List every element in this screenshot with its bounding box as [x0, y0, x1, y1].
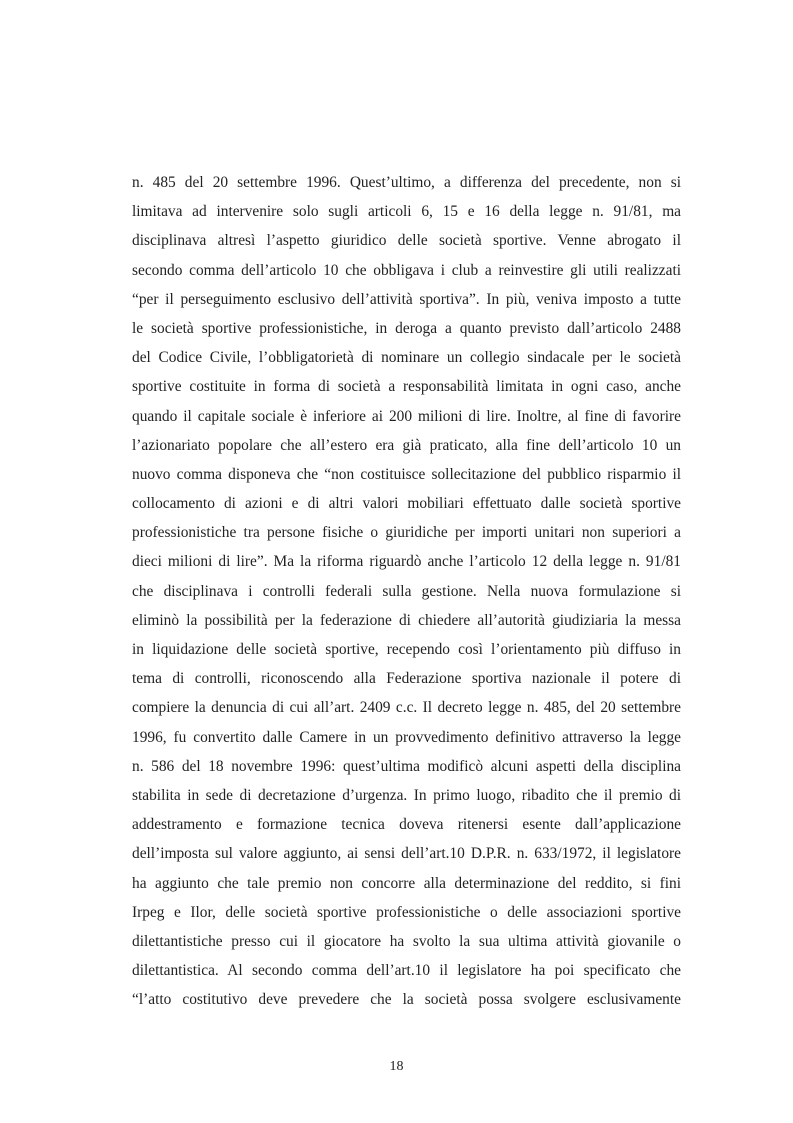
- text-line: in liquidazione delle società sportive, recependo così l’orientamento più diffuso in: [132, 641, 681, 658]
- text-line: dieci milioni di lire”. Ma la riforma riguardò anche l’articolo 12 della legge n. 91/81: [132, 553, 681, 571]
- text-line: addestramento e formazione tecnica doveva ritenersi esente dall’applicazione: [132, 816, 681, 834]
- text-line: professionistiche tra persone fisiche o giuridiche per importi unitari non superiori a: [132, 524, 681, 542]
- text-line: Irpeg e Ilor, delle società sportive professionistiche o delle associazioni sportive: [132, 903, 681, 921]
- text-line: n. 586 del 18 novembre 1996: quest’ultima modificò alcuni aspetti della disciplina: [132, 757, 681, 775]
- text-line: dell’imposta sul valore aggiunto, ai sensi dell’art.10 D.P.R. n. 633/1972, il legislatore: [132, 845, 681, 863]
- text-line: disciplinava altresì l’aspetto giuridico delle società sportive. Venne abrogato il: [132, 232, 681, 250]
- text-line: “per il perseguimento esclusivo dell’attività sportiva”. In più, veniva imposto a tutte: [132, 290, 681, 308]
- text-line: n. 485 del 20 settembre 1996. Quest’ultimo, a differenza del precedente, non si: [132, 174, 681, 191]
- text-line: quando il capitale sociale è inferiore ai 200 milioni di lire. Inoltre, al fine di favorire: [132, 407, 681, 425]
- text-line: sportive costituite in forma di società a responsabilità limitata in ogni caso, anche: [132, 378, 681, 396]
- text-line: “l’atto costitutivo deve prevedere che la società possa svolgere esclusivamente: [132, 991, 681, 1009]
- text-line: le società sportive professionistiche, in deroga a quanto previsto dall’articolo 2488: [132, 319, 681, 337]
- text-line: limitava ad intervenire solo sugli articoli 6, 15 e 16 della legge n. 91/81, ma: [132, 203, 681, 221]
- text-line: l’azionariato popolare che all’estero era già praticato, alla fine dell’articolo 10 un: [132, 436, 681, 454]
- text-line: tema di controlli, riconoscendo alla Federazione sportiva nazionale il potere di: [132, 670, 681, 688]
- text-line: che disciplinava i controlli federali sulla gestione. Nella nuova formulazione si: [132, 582, 681, 600]
- text-line: 1996, fu convertito dalle Camere in un provvedimento definitivo attraverso la legge: [132, 728, 681, 746]
- text-line: dilettantistica. Al secondo comma dell’art.10 il legislatore ha poi specificato che: [132, 962, 681, 980]
- text-line: eliminò la possibilità per la federazione di chiedere all’autorità giudiziaria la messa: [132, 611, 681, 629]
- page-number: 18: [389, 1059, 404, 1074]
- text-line: compiere la denuncia di cui all’art. 2409 c.c. Il decreto legge n. 485, del 20 settembre: [132, 699, 681, 717]
- text-line: collocamento di azioni e di altri valori mobiliari effettuato dalle società sportive: [132, 495, 681, 513]
- text-line: secondo comma dell’articolo 10 che obbligava i club a reinvestire gli utili realizzati: [132, 261, 681, 279]
- body-paragraph: [132, 168, 681, 1014]
- text-line: nuovo comma disponeva che “non costituisce sollecitazione del pubblico risparmio il: [132, 465, 681, 483]
- text-line: ha aggiunto che tale premio non concorre alla determinazione del reddito, si fini: [132, 874, 681, 892]
- text-line: stabilita in sede di decretazione d’urgenza. In primo luogo, ribadito che il premio di: [132, 786, 681, 804]
- text-line: del Codice Civile, l’obbligatorietà di nominare un collegio sindacale per le società: [132, 349, 681, 367]
- text-line: dilettantistiche presso cui il giocatore ha svolto la sua ultima attività giovanile o: [132, 932, 681, 950]
